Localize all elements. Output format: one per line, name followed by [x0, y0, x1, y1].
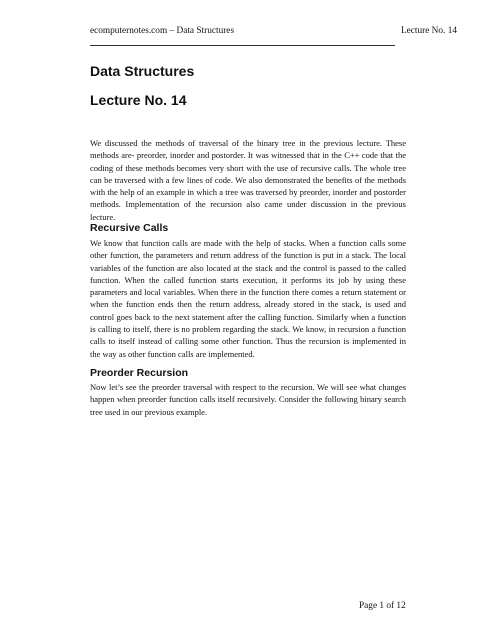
section-heading-preorder-recursion: Preorder Recursion	[90, 367, 189, 379]
section-paragraph-preorder-recursion: Now let’s see the preorder traversal with respect to the recursion. We will see what changes happen when preorder function calls itself recursively. Consider the following binary search tree used in our previous example.	[90, 382, 406, 417]
running-header-left: ecomputernotes.com – Data Structures	[90, 26, 235, 36]
page-number: Page 1 of 12	[359, 601, 406, 611]
section-paragraph-recursive-calls: We know that function calls are made with the help of stacks. When a function calls some other function, the parameters and return address of the function is put in a stack. The local variables of the function are also located at the stack and the control is passed to the called function. When the called function starts execution, it performs its job by using these parameters and local variables. When there in the function there comes a return statement or when the function ends then the return address, already stored in the stack, is used and control goes back to the next statement after the calling function. Similarly when a function is calling to itself, there is no problem regarding the stack. We know, in recursion a function calls to itself instead of calling some other function. Thus the recursion is implemented in the way as other function calls are implemented.	[90, 238, 406, 359]
section-heading-recursive-calls: Recursive Calls	[90, 222, 169, 234]
intro-paragraph: We discussed the methods of traversal of the binary tree in the previous lecture. These methods are- preorder, inorder and postorder. It was witnessed that in the C++ code that the coding of these methods becomes very short with the use of recursive calls. The whole tree can be traversed with a few lines of code. We also demonstrated the benefits of the methods with the help of an example in which a tree was traversed by preorder, inorder and postorder methods. Implementation of the recursion also came under discussion in the previous lecture.	[90, 138, 406, 222]
document-title: Data Structures	[90, 63, 195, 79]
header-divider	[90, 45, 395, 46]
running-header-right: Lecture No. 14	[400, 26, 457, 36]
lecture-title: Lecture No. 14	[90, 92, 187, 108]
